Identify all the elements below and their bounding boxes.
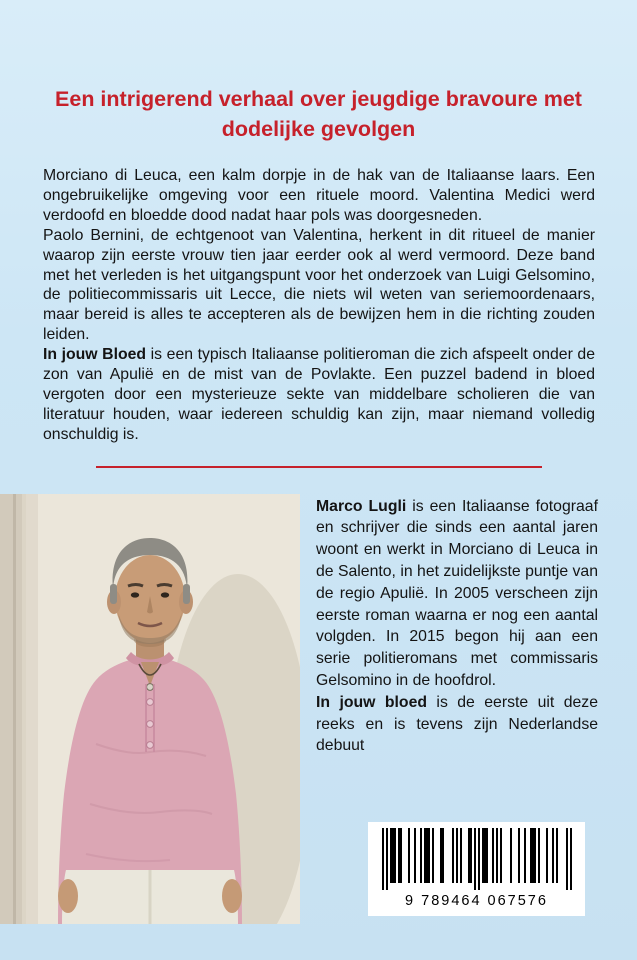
synopsis-paragraph-2: Paolo Bernini, de echtgenoot van Valentina, herkent in dit ritueel de manier waarop zijn eerste vrouw tien jaar eerder ook al werd vermoord. Deze band met het verleden is het uitgangspunt voor het onderzoek van Luigi Gelsomino, de politiecommissaris uit Lecce, die niets wil weten van seriemoordenaars, maar bereid is alles te accepteren als de bewijzen hem in die richting zouden leiden.: [43, 226, 595, 344]
bio-paragraph-1: [316, 496, 598, 692]
barcode: [368, 822, 585, 916]
author-photo: [0, 494, 300, 924]
red-divider: [96, 466, 542, 468]
author-name: Marco Lugli: [316, 497, 407, 515]
bio-paragraph-2: [316, 692, 598, 757]
synopsis: [43, 166, 595, 445]
bio-text-1: is een Italiaanse fotograaf en schrijver die sinds een aantal jaren woont en werkt in Morciano di Leuca in de Salento, in het zuidelijkste puntje van de regio Apulië. In 2005 verscheen zijn eerste roman waarna er nog een aantal volgden. In 2015 begon hij aan een serie politieromans met commissaris Gelsomino in de hoofdrol.: [316, 497, 598, 690]
barcode-number: 9 789464 067576: [405, 893, 548, 909]
tagline: Een intrigerend verhaal over jeugdige bravoure met dodelijke gevolgen: [55, 87, 582, 141]
author-bio: [300, 494, 637, 758]
book-title-emphasis: In jouw Bloed: [43, 346, 147, 364]
book-title-emphasis-bio: In jouw bloed: [316, 693, 427, 711]
synopsis-paragraph-3: [43, 345, 595, 445]
synopsis-paragraph-3-text: is een typisch Italiaanse politieroman die zich afspeelt onder de zon van Apulië en de mist van de Povlakte. Een puzzel badend in bloed vergoten door een mysterieuze sekte van middelbare scholieren die van literatuur houden, waar iedereen schuldig kan zijn, maar niemand volledig onschuldig is.: [43, 346, 595, 443]
bio-text-2: is de eerste uit deze reeks en is tevens zijn Nederlandse debuut: [316, 693, 598, 755]
barcode-bars: [374, 828, 580, 892]
synopsis-paragraph-1: Morciano di Leuca, een kalm dorpje in de hak van de Italiaanse laars. Een ongebruikelijke omgeving voor een rituele moord. Valentina Medici werd verdoofd en bloedde dood nadat haar pols was doorgesneden.: [43, 167, 595, 224]
